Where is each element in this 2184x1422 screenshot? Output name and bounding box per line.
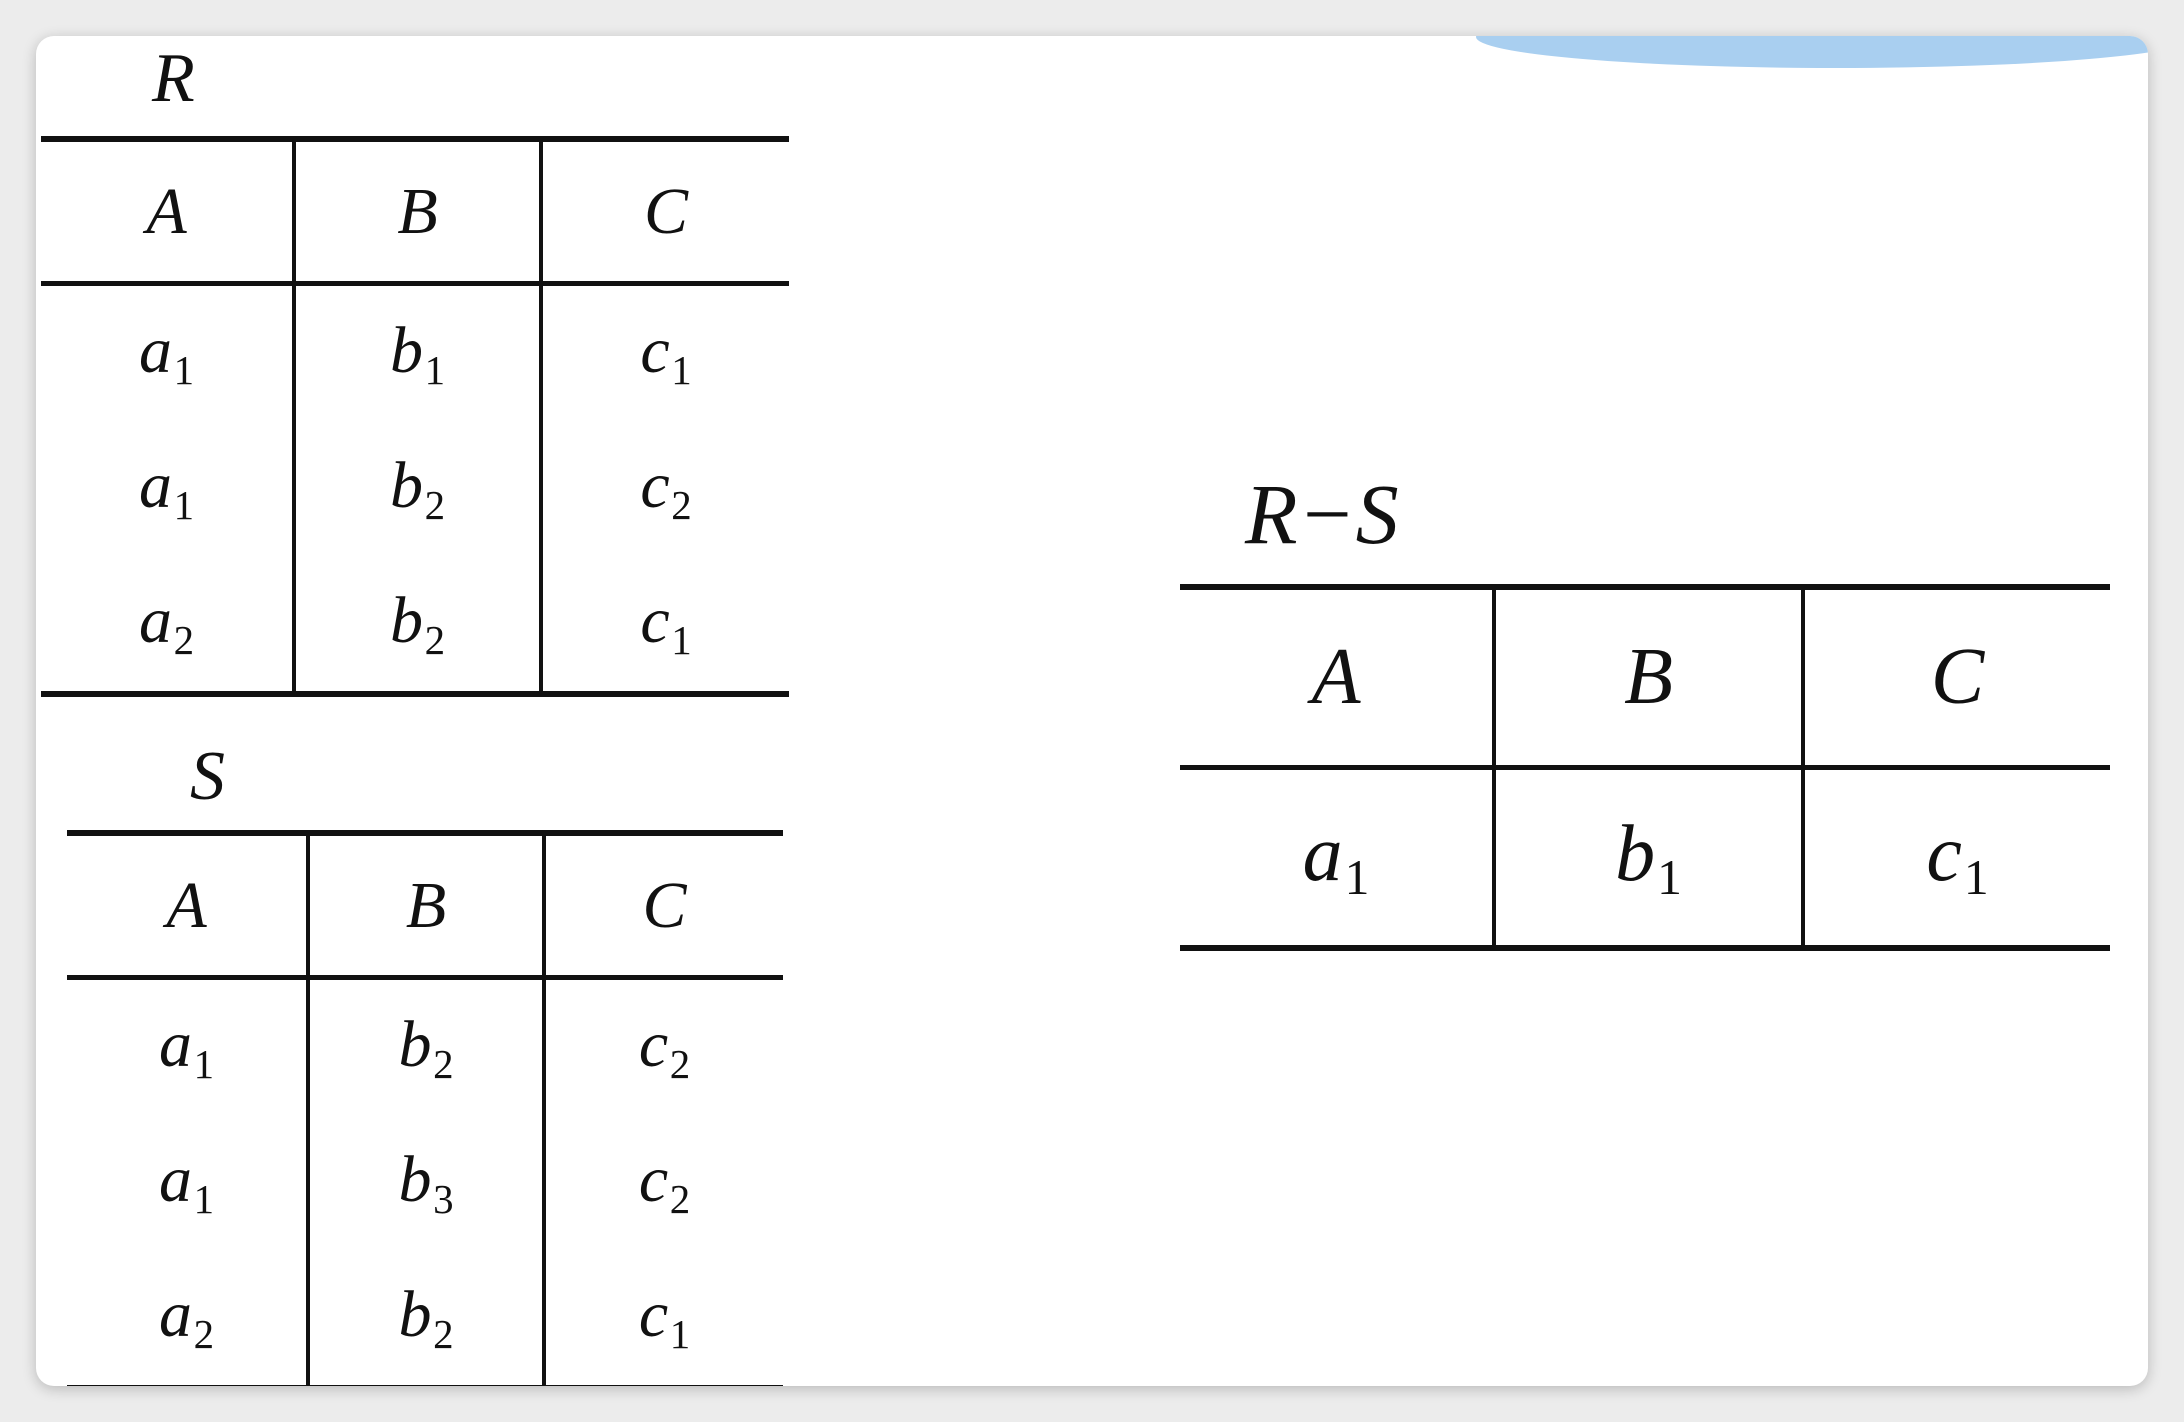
table-row bbox=[41, 284, 789, 422]
relation-r-title: R bbox=[152, 40, 195, 117]
table-cell: $c_1$ bbox=[1803, 768, 2110, 949]
table-cell: $b_2$ bbox=[308, 1250, 544, 1386]
column-header: B bbox=[1494, 587, 1803, 768]
relation-s-title: S bbox=[190, 738, 225, 815]
table-cell: $c_2$ bbox=[544, 1115, 783, 1250]
relation-s-table bbox=[67, 830, 783, 1386]
column-header: C bbox=[544, 833, 783, 978]
table-cell: $b_2$ bbox=[308, 978, 544, 1116]
relation-r-table bbox=[41, 136, 789, 697]
table-cell: $b_3$ bbox=[308, 1115, 544, 1250]
table-header-row bbox=[41, 139, 789, 284]
table-row bbox=[41, 421, 789, 556]
table-row bbox=[67, 1115, 783, 1250]
table-cell: $a_1$ bbox=[138, 449, 195, 528]
relation-r-minus-s-table bbox=[1180, 584, 2110, 951]
diagram-card bbox=[36, 36, 2148, 1386]
table-cell: $b_1$ bbox=[1494, 768, 1803, 949]
table-cell: $a_1$ bbox=[138, 314, 195, 393]
table-cell: $c_2$ bbox=[541, 421, 789, 556]
table-row bbox=[41, 556, 789, 694]
table-cell: $c_1$ bbox=[544, 1250, 783, 1386]
table-cell: $a_1$ bbox=[1180, 768, 1494, 949]
table-row bbox=[67, 978, 783, 1116]
column-header: C bbox=[1803, 587, 2110, 768]
table-cell: $a_1$ bbox=[158, 1143, 215, 1222]
table-cell: $b_2$ bbox=[294, 556, 541, 694]
table-cell: $c_1$ bbox=[541, 284, 789, 422]
table-cell: $c_1$ bbox=[541, 556, 789, 694]
table-row bbox=[67, 1250, 783, 1386]
column-header: C bbox=[541, 139, 789, 284]
table-cell: $a_1$ bbox=[158, 1008, 215, 1087]
column-header: A bbox=[67, 833, 308, 978]
decorative-accent bbox=[1476, 36, 2148, 68]
table-cell: $b_1$ bbox=[294, 284, 541, 422]
table-cell: $c_2$ bbox=[544, 978, 783, 1116]
table-cell: $a_2$ bbox=[41, 556, 294, 694]
table-row bbox=[1180, 768, 2110, 949]
relation-r-minus-s-title: R−S bbox=[1245, 466, 1399, 562]
table-cell: $b_2$ bbox=[294, 421, 541, 556]
table-cell: $a_2$ bbox=[67, 1250, 308, 1386]
column-header: B bbox=[294, 139, 541, 284]
column-header: B bbox=[308, 833, 544, 978]
column-header: A bbox=[41, 139, 294, 284]
table-header-row bbox=[67, 833, 783, 978]
table-header-row bbox=[1180, 587, 2110, 768]
column-header: A bbox=[1180, 587, 1494, 768]
